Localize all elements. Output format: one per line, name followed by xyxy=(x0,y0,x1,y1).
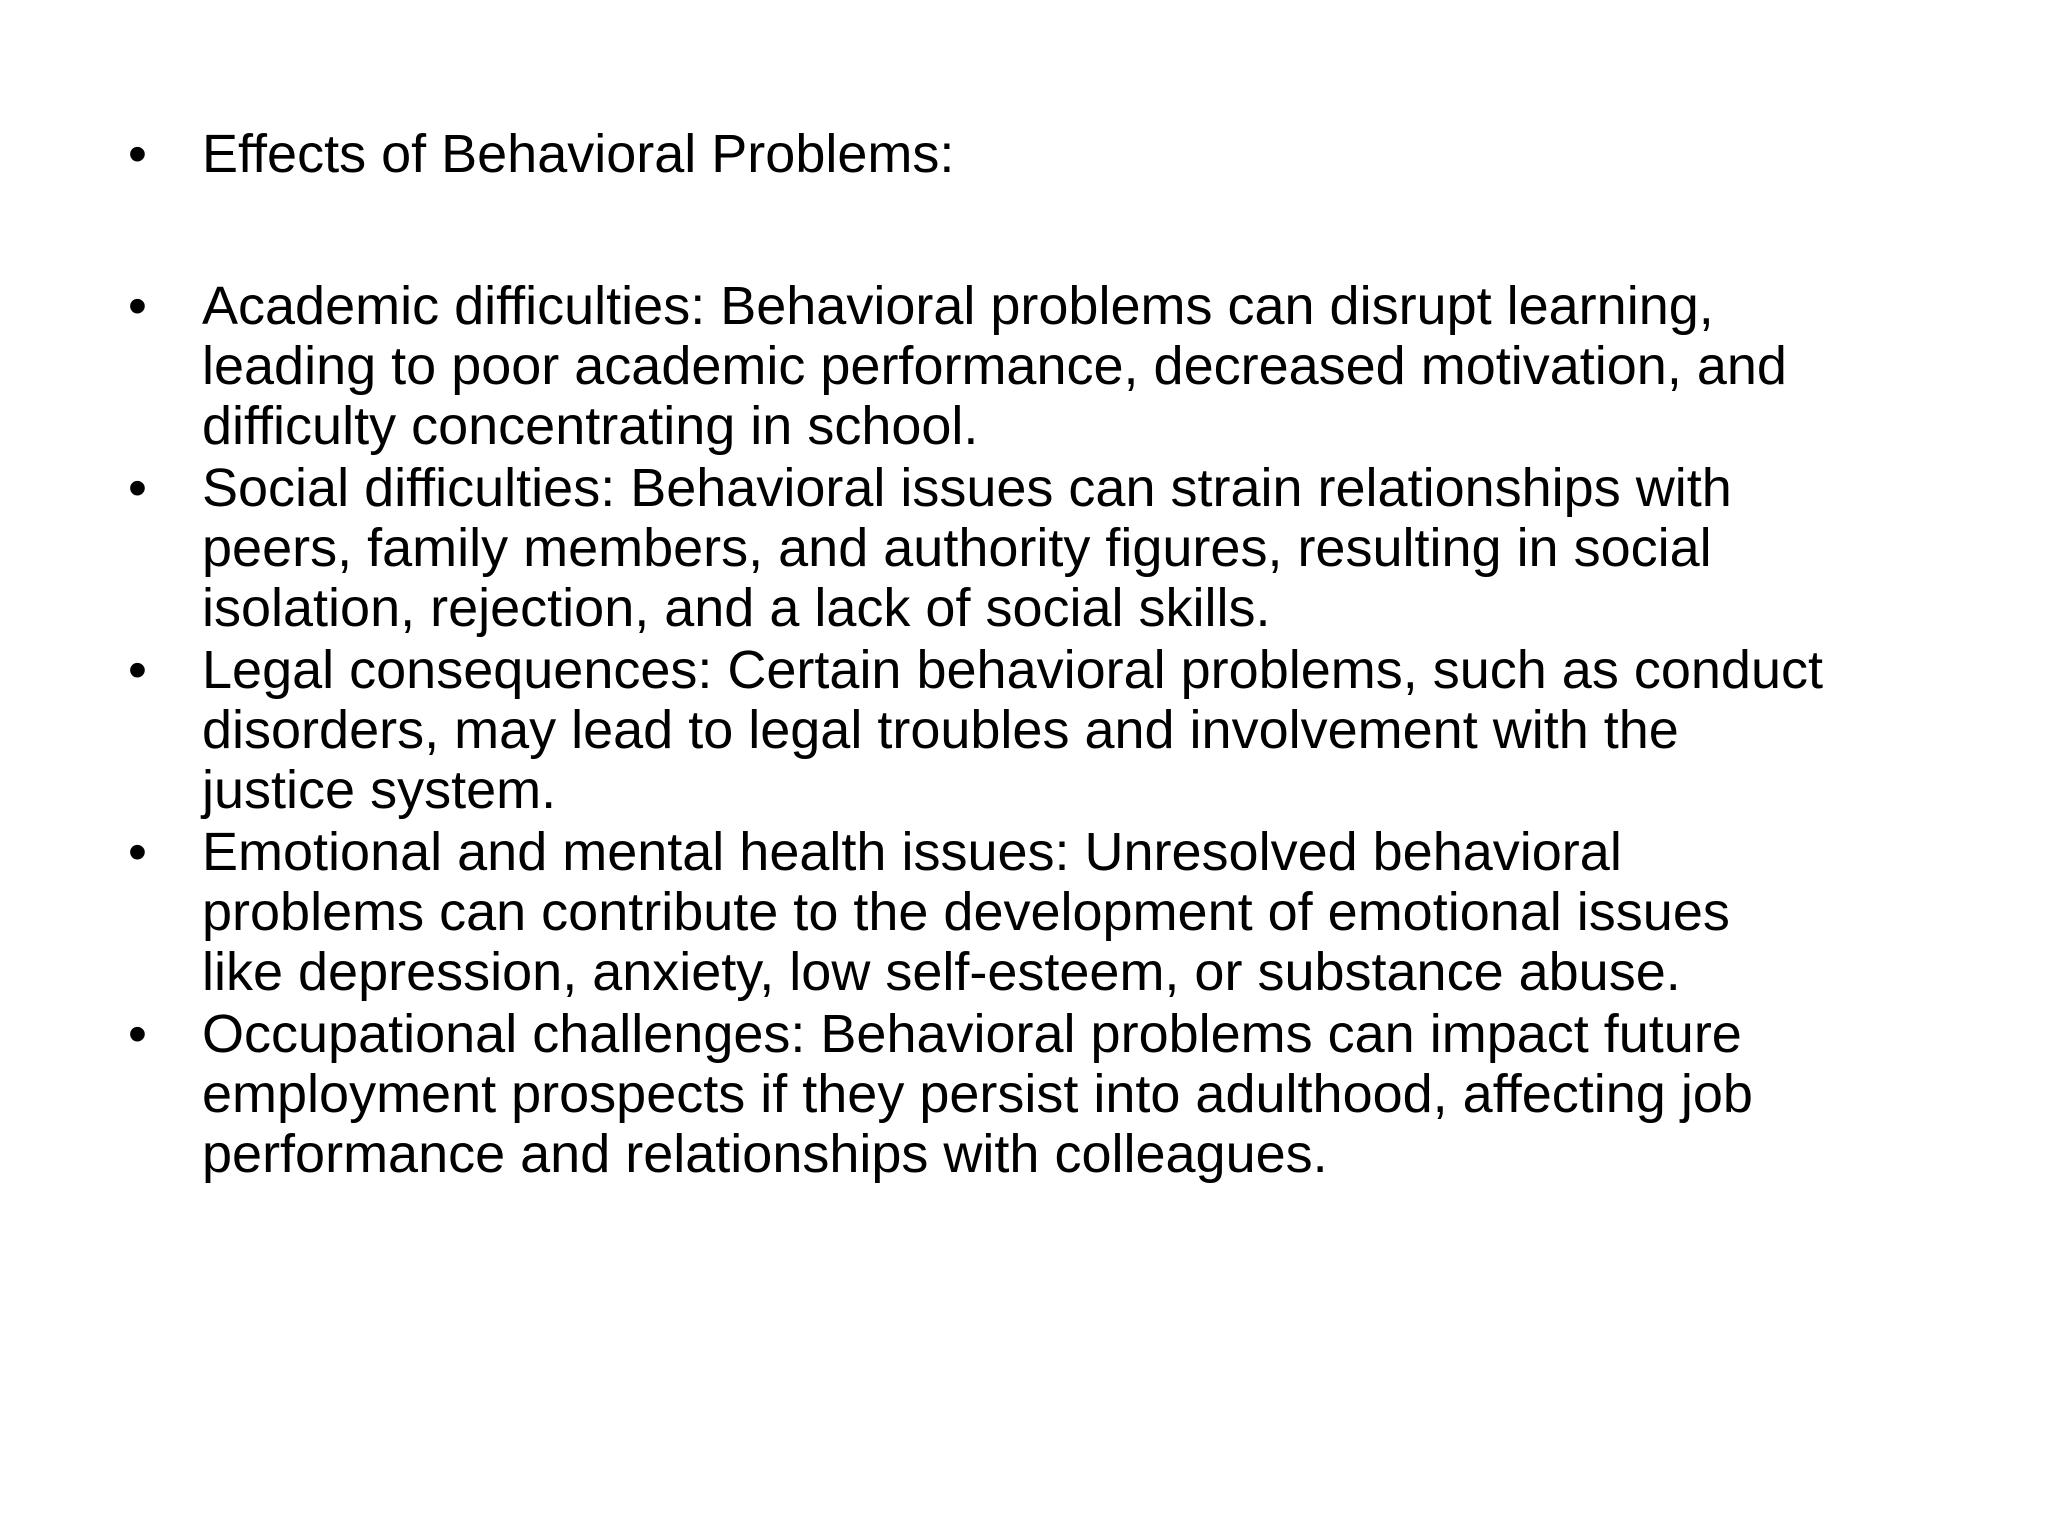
text-line: Occupational challenges: Behavioral problems can impact future xyxy=(202,1004,1742,1064)
text-line: leading to poor academic performance, decreased motivation, and xyxy=(202,336,1787,396)
bullet-text xyxy=(202,124,1968,184)
text-line: peers, family members, and authority figures, resulting in social xyxy=(202,518,1712,578)
bullet-legal xyxy=(118,640,1968,820)
text-line: isolation, rejection, and a lack of social skills. xyxy=(202,578,1271,638)
text-line: justice system. xyxy=(202,760,557,820)
bullet-heading xyxy=(118,124,1968,184)
text-line: performance and relationships with colleagues. xyxy=(202,1124,1328,1184)
text-line: like depression, anxiety, low self-esteem, or substance abuse. xyxy=(202,942,1681,1002)
bullet-emotional xyxy=(118,822,1968,1002)
bullet-icon: • xyxy=(128,1004,147,1064)
text-line: Legal consequences: Certain behavioral problems, such as conduct xyxy=(202,640,1823,700)
bullet-occupational xyxy=(118,1004,1968,1184)
bullet-text xyxy=(202,1004,1968,1184)
bullet-icon: • xyxy=(128,458,147,518)
bullet-icon: • xyxy=(128,276,147,336)
bullet-text xyxy=(202,822,1968,1002)
text-line: Effects of Behavioral Problems: xyxy=(202,124,955,184)
bullet-text xyxy=(202,458,1968,638)
text-line: Emotional and mental health issues: Unresolved behavioral xyxy=(202,822,1622,882)
bullet-academic xyxy=(118,276,1968,456)
bullet-icon: • xyxy=(128,124,147,184)
bullet-icon: • xyxy=(128,822,147,882)
text-line: problems can contribute to the development of emotional issues xyxy=(202,882,1730,942)
bullet-social xyxy=(118,458,1968,638)
bullet-text xyxy=(202,276,1968,456)
text-line: Academic difficulties: Behavioral problems can disrupt learning, xyxy=(202,276,1714,336)
bullet-list xyxy=(118,124,1968,1186)
text-line: difficulty concentrating in school. xyxy=(202,396,979,456)
text-line: disorders, may lead to legal troubles and involvement with the xyxy=(202,700,1679,760)
bullet-text xyxy=(202,640,1968,820)
bullet-icon: • xyxy=(128,640,147,700)
text-line: Social difficulties: Behavioral issues can strain relationships with xyxy=(202,458,1732,518)
text-line: employment prospects if they persist into adulthood, affecting job xyxy=(202,1064,1753,1124)
